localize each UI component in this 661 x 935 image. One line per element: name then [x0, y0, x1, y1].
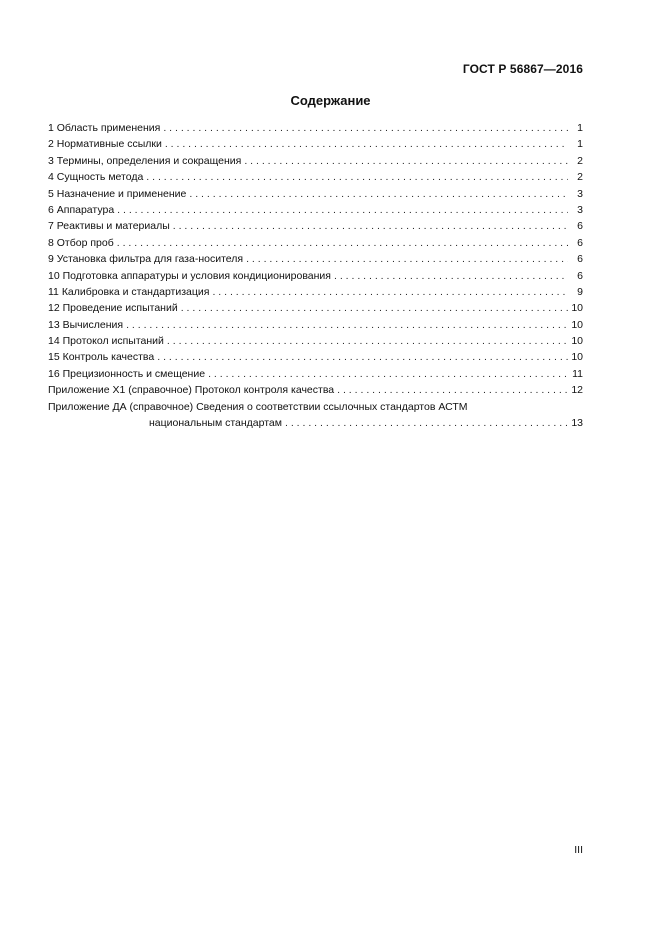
toc-leader-dots — [246, 251, 568, 267]
toc-entry[interactable] — [48, 218, 583, 234]
toc-entry-label: 14 Протокол испытаний — [48, 335, 164, 348]
toc-leader-dots — [334, 268, 568, 284]
toc-entry-page: 6 — [577, 269, 583, 282]
toc-entry-label: 7 Реактивы и материалы — [48, 220, 170, 233]
toc-leader-dots — [117, 235, 568, 251]
toc-leader-dots — [167, 333, 568, 349]
toc-entry-label: 2 Нормативные ссылки — [48, 138, 162, 151]
toc-entry-page: 6 — [577, 253, 583, 266]
toc-leader-dots — [146, 169, 568, 185]
toc-entry[interactable] — [48, 153, 583, 169]
toc-entry[interactable] — [48, 284, 583, 300]
toc-entry[interactable] — [48, 317, 583, 333]
toc-entry[interactable] — [48, 268, 583, 284]
toc-leader-dots — [165, 136, 568, 152]
toc-entry-page: 10 — [571, 302, 583, 315]
toc-entry[interactable] — [48, 202, 583, 218]
toc-entry-page: 1 — [577, 138, 583, 151]
toc-entry-label: Приложение X1 (справочное) Протокол контроля качества — [48, 384, 335, 397]
toc-entry[interactable] — [48, 169, 583, 185]
toc-leader-dots — [337, 382, 568, 398]
toc-entry[interactable] — [48, 300, 583, 316]
toc-entry-page: 11 — [572, 367, 583, 380]
toc-entry-page: 10 — [571, 335, 583, 348]
toc-entry[interactable] — [48, 333, 583, 349]
toc-entry[interactable] — [48, 366, 583, 382]
toc-entry-label: 3 Термины, определения и сокращения — [48, 154, 242, 167]
toc-entry-label: 11 Калибровка и стандартизация — [48, 285, 210, 298]
toc-entry-label: 4 Сущность метода — [48, 171, 144, 184]
toc-leader-dots — [117, 202, 568, 218]
toc-leader-dots — [181, 300, 568, 316]
toc-entry[interactable] — [48, 235, 583, 251]
toc-entry-page: 1 — [577, 122, 583, 134]
toc-leader-dots — [244, 153, 568, 169]
toc-entry[interactable] — [48, 120, 583, 136]
toc-leader-dots — [212, 284, 568, 300]
toc-entry-label: 5 Назначение и применение — [48, 187, 187, 200]
toc-entry-page: 2 — [577, 171, 583, 184]
toc-leader-dots — [157, 349, 568, 365]
toc-entry[interactable] — [48, 186, 583, 202]
toc-leader-dots — [189, 186, 568, 202]
page-number: III — [574, 844, 583, 856]
toc-entry[interactable] — [48, 251, 583, 267]
toc-entry[interactable] — [48, 136, 583, 152]
toc-entry-label: 13 Вычисления — [48, 318, 124, 331]
toc-entry-page: 9 — [577, 285, 583, 298]
toc-entry-label: 8 Отбор проб — [48, 236, 114, 249]
toc-entry-label: 15 Контроль качества — [48, 351, 155, 364]
toc-entry[interactable] — [48, 382, 583, 398]
toc-entry-page: 3 — [577, 187, 583, 200]
toc-entry-label: национальным стандартам — [149, 416, 282, 429]
toc-entry-label: 10 Подготовка аппаратуры и условия кондиционирования — [48, 269, 331, 282]
toc-leader-dots — [173, 218, 568, 234]
toc-leader-dots — [208, 366, 568, 382]
toc-title: Содержание — [290, 93, 371, 108]
toc-entry-label: Приложение ДА (справочное) Сведения о соответствии ссылочных стандартов АСТМ — [48, 400, 468, 413]
toc-entry-page: 3 — [577, 203, 583, 216]
toc-entry-page: 13 — [571, 416, 583, 429]
table-of-contents — [48, 120, 583, 431]
toc-entry[interactable] — [48, 349, 583, 365]
toc-leader-dots — [126, 317, 568, 333]
toc-entry-label: 16 Прецизионность и смещение — [48, 367, 206, 380]
toc-entry-label: 12 Проведение испытаний — [48, 302, 178, 315]
toc-entry-label: 1 Область применения — [48, 122, 161, 134]
toc-entry-label: 6 Аппаратура — [48, 203, 115, 216]
standard-code: ГОСТ Р 56867—2016 — [462, 62, 583, 76]
toc-entry-page: 6 — [577, 220, 583, 233]
toc-entry-annex-da[interactable] — [48, 399, 583, 415]
toc-entry-label: 9 Установка фильтра для газа-носителя — [48, 253, 244, 266]
toc-entry-page: 10 — [571, 351, 583, 364]
toc-entry-annex-da-continuation[interactable] — [48, 415, 583, 431]
toc-leader-dots — [285, 415, 568, 431]
toc-entry-page: 12 — [571, 384, 583, 397]
toc-entry-page: 6 — [577, 236, 583, 249]
toc-entry-page: 10 — [571, 318, 583, 331]
toc-entry-page: 2 — [577, 154, 583, 167]
toc-leader-dots — [163, 120, 568, 136]
